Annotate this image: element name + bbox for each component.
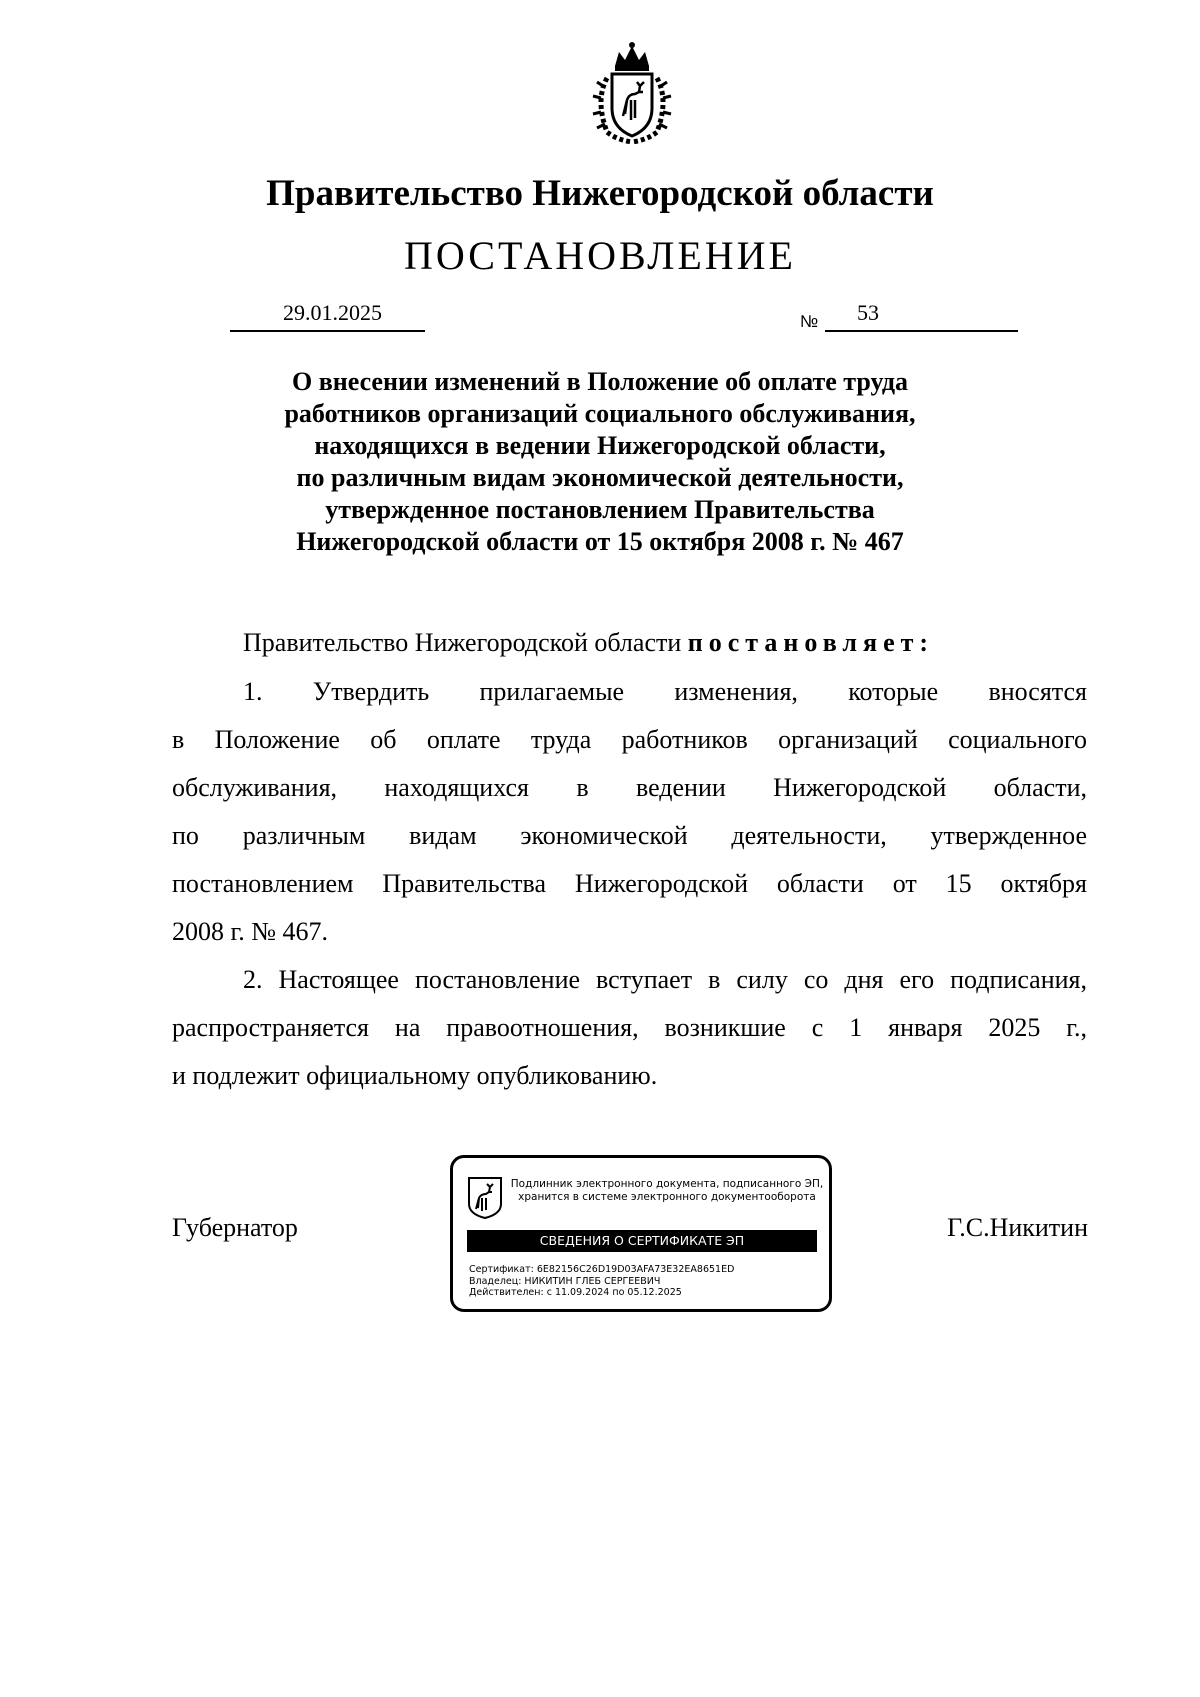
doc-date: 29.01.2025 [230, 300, 425, 332]
item1-line: в Положение об оплате труда работников организаций социального [172, 725, 1087, 754]
preamble-text: Правительство Нижегородской области [243, 628, 688, 657]
heading-line: работников организаций социального обслуживания, [284, 399, 916, 428]
item1-line: 2008 г. № 467. [172, 917, 329, 946]
item1-line: постановлением Правительства Нижегородской области от 15 октября [172, 869, 1087, 898]
stamp-note [507, 1178, 827, 1204]
doc-heading [200, 366, 1000, 558]
stamp-note-line: хранится в системе электронного документооборота [518, 1191, 816, 1203]
heading-line: Нижегородской области от 15 октября 2008 г. № 467 [296, 527, 904, 556]
stamp-note-line: Подлинник электронного документа, подписанного ЭП, [510, 1178, 824, 1190]
item1-line: по различным видам экономической деятельности, утвержденное [172, 821, 1087, 850]
doc-type-title: ПОСТАНОВЛЕНИЕ [404, 233, 796, 278]
item1-line: обслуживания, находящихся в ведении Нижегородской области, [172, 773, 1087, 802]
stamp-info [469, 1264, 734, 1299]
certificate-owner: Владелец: НИКИТИН ГЛЕБ СЕРГЕЕВИЧ [469, 1275, 661, 1287]
certificate-id: Сертификат: 6E82156C26D19D03AFA73E32EA8651ED [469, 1264, 735, 1275]
heading-line: О внесении изменений в Положение об оплате труда [291, 367, 909, 396]
heading-line: находящихся в ведении Нижегородской области, [314, 431, 886, 460]
preamble [243, 628, 934, 658]
coat-of-arms-icon [577, 40, 687, 150]
signer-name: Г.С.Никитин [947, 1213, 1088, 1242]
item2-line: распространяется на правоотношения, возникшие с 1 января 2025 г., [172, 1013, 1087, 1042]
item2-line: и подлежит официальному опубликованию. [172, 1061, 658, 1090]
stamp-title-bar: СВЕДЕНИЯ О СЕРТИФИКАТЕ ЭП [467, 1230, 817, 1252]
org-title: Правительство Нижегородской области [266, 173, 934, 214]
item1-line: 1. Утвердить прилагаемые изменения, которые вносятся [243, 677, 1087, 706]
e-signature-stamp [450, 1155, 832, 1312]
doc-number: 53 [825, 300, 1018, 332]
certificate-validity: Действителен: с 11.09.2024 по 05.12.2025 [469, 1287, 682, 1298]
item2-line: 2. Настоящее постановление вступает в силу со дня его подписания, [243, 965, 1087, 994]
preamble-bold: постановляет: [687, 628, 935, 657]
coat-of-arms-icon [467, 1176, 503, 1220]
number-label: № [800, 312, 819, 331]
heading-line: по различным видам экономической деятельности, [296, 463, 904, 492]
signer-post: Губернатор [172, 1213, 298, 1242]
heading-line: утвержденное постановлением Правительства [325, 495, 875, 524]
